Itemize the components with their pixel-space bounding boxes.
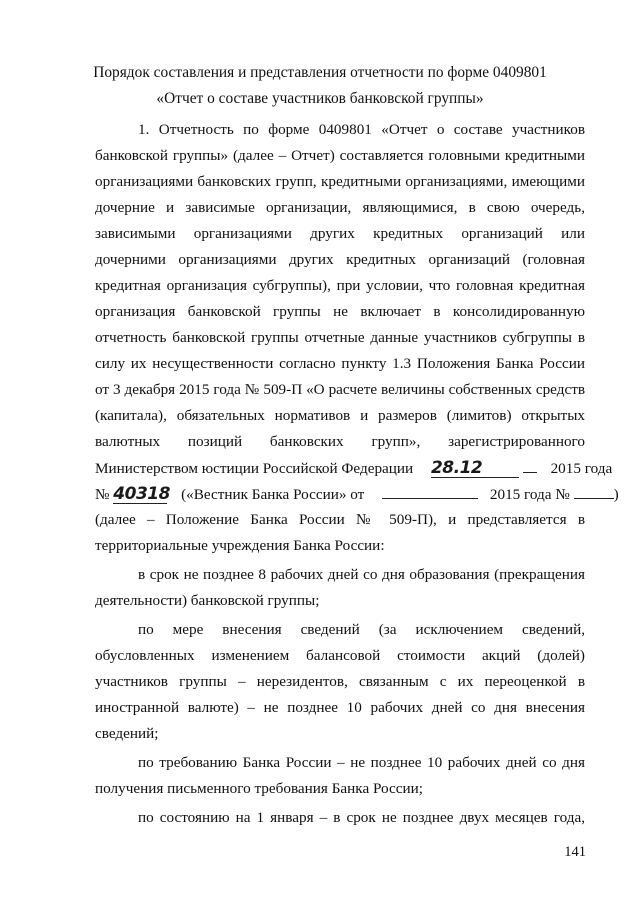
number-sign: №	[95, 486, 110, 503]
bulletin-number-blank	[574, 486, 614, 499]
text-line: 1. Отчетность по форме 0409801 «Отчет о составе участников	[138, 121, 585, 138]
text-line: от 3 декабря 2015 года № 509-П «О расчете величины собственных средств	[95, 381, 585, 398]
document-title-line-1: Порядок составления и представления отчетности по форме 0409801	[93, 64, 547, 81]
text-line: кредитная организация субгруппы), при условии, что головная кредитная	[95, 277, 585, 294]
registration-year: 2015 года	[550, 460, 613, 477]
text-line: иностранной валюте) – не позднее 10 рабочих дней со дня внесения	[95, 699, 585, 716]
ministry-text: Министерством юстиции Российской Федерации	[95, 460, 414, 477]
handwritten-date-field	[431, 457, 519, 478]
registration-date-line	[95, 457, 613, 479]
page-number: 141	[564, 844, 586, 860]
text-line: (капитала), обязательных нормативов и размеров (лимитов) открытых	[95, 407, 585, 424]
handwritten-number-field	[113, 483, 170, 504]
underline-blank	[523, 460, 537, 473]
bulletin-text: («Вестник Банка России» от	[181, 486, 365, 503]
text-line: в срок не позднее 8 рабочих дней со дня образования (прекращения	[138, 566, 585, 583]
text-line: отчетность банковской группы отчетные данные участников субгруппы в	[95, 329, 585, 346]
text-line: (далее – Положение Банка России № 509-П), и представляется в	[95, 511, 585, 528]
text-line: получения письменного требования Банка России;	[95, 780, 423, 797]
registration-number-line	[95, 483, 619, 505]
document-title-line-2: «Отчет о составе участников банковской группы»	[156, 90, 484, 107]
text-line: банковской группы» (далее – Отчет) составляется головными кредитными	[95, 147, 585, 164]
bulletin-year: 2015 года №	[489, 486, 570, 503]
text-line: сведений;	[95, 725, 159, 742]
text-line: участников группы – нерезидентов, связанным с их переоценкой в	[95, 673, 585, 690]
bulletin-date-blank	[382, 486, 478, 499]
text-line: по состоянию на 1 января – в срок не позднее двух месяцев года,	[138, 809, 585, 826]
text-line: дочерние и зависимые организации, являющимися, в свою очередь,	[95, 199, 585, 216]
text-line: организациями банковских групп, кредитными организациями, имеющими	[95, 173, 585, 190]
text-line: по мере внесения сведений (за исключением сведений,	[138, 621, 585, 638]
text-line: территориальные учреждения Банка России:	[95, 537, 385, 554]
text-line: зависимыми организациями других кредитных организаций или	[95, 225, 585, 242]
text-line: деятельности) банковской группы;	[95, 592, 320, 609]
text-line: валютных позиций банковских групп», зарегистрированного	[95, 433, 585, 450]
text-line: обусловленных изменением балансовой стоимости акций (долей)	[95, 647, 585, 664]
text-line: силу их несущественности согласно пункту 1.3 Положения Банка России	[95, 355, 585, 372]
closing-paren: )	[613, 486, 619, 503]
text-line: дочерними организациями других кредитных организаций (головная	[95, 251, 585, 268]
handwritten-date: 28.12	[430, 458, 483, 478]
text-line: по требованию Банка России – не позднее 10 рабочих дней со дня	[138, 754, 585, 771]
handwritten-number: 40318	[113, 484, 170, 504]
text-line: организация банковской группы не включает в консолидированную	[95, 303, 585, 320]
